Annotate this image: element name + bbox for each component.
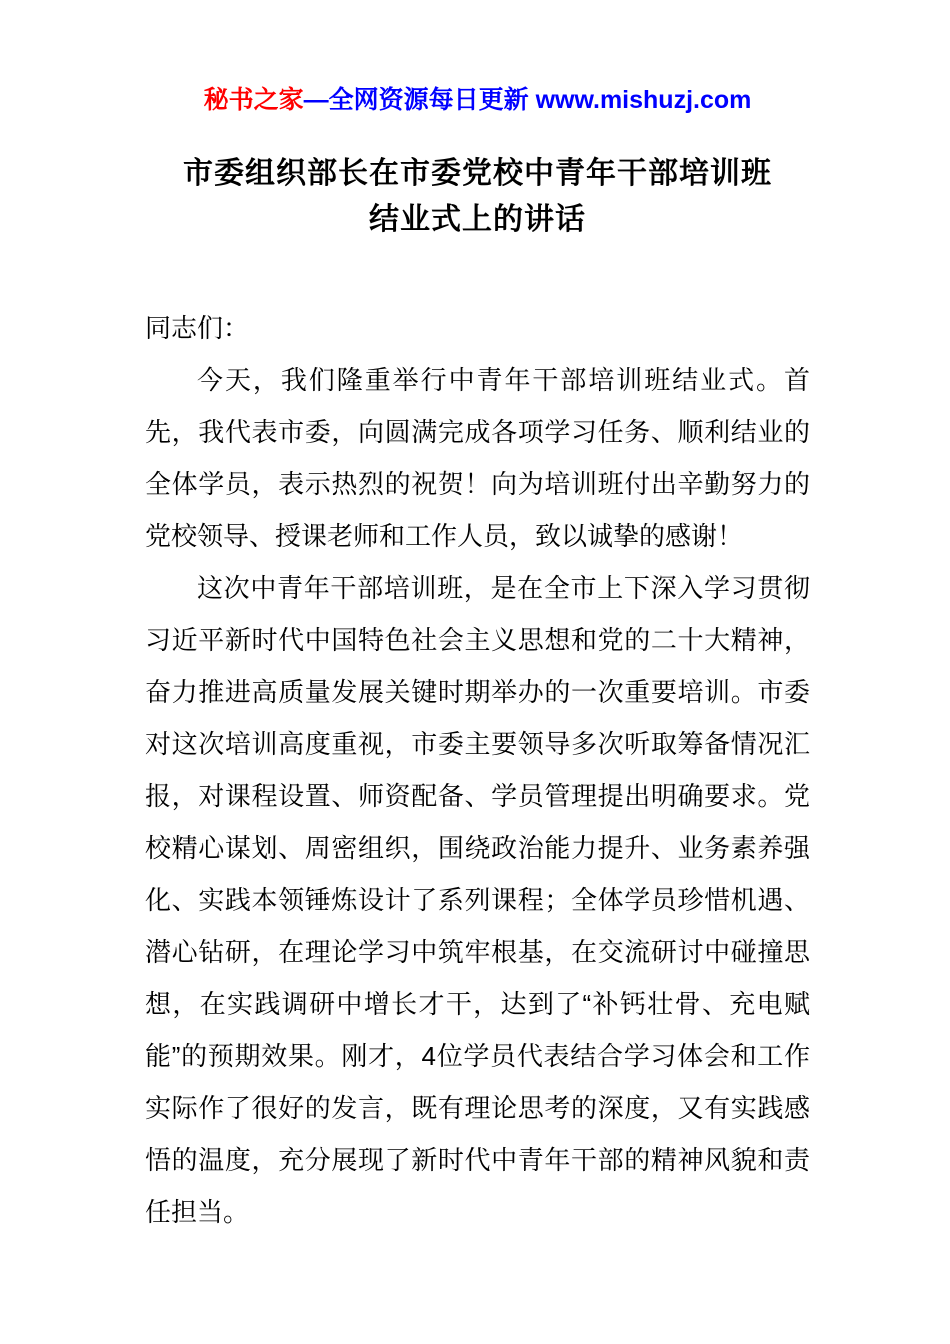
site-brand: 秘书之家 bbox=[203, 86, 304, 114]
site-tagline: —全网资源每日更新 bbox=[303, 86, 536, 114]
paragraph-2: 这次中青年干部培训班，是在全市上下深入学习贯彻习近平新时代中国特色社会主义思想和党的二十大精神，奋力推进高质量发展关键时期举办的一次重要培训。市委对这次培训高度重视，市委主要领导多次听取筹备情况汇报，对课程设置、师资配备、学员管理提出明确要求。党校精心谋划、周密组织，围绕政治能力提升、业务素养强化、实践本领锤炼设计了系列课程；全体学员珍惜机遇、潜心钻研，在理论学习中筑牢根基，在交流研讨中碰撞思想，在实践调研中增长才干，达到了“补钙壮骨、充电赋能”的预期效果。刚才，4位学员代表结合学习体会和工作实际作了很好的发言，既有理论思考的深度，又有实践感悟的温度，充分展现了新时代中青年干部的精神风貌和责任担当。 bbox=[145, 572, 810, 1227]
salutation: 同志们： bbox=[145, 312, 250, 343]
document-title bbox=[145, 151, 810, 244]
document-title-line1: 市委组织部长在市委党校中青年干部培训班 bbox=[183, 156, 772, 190]
document-title-line2: 结业式上的讲话 bbox=[369, 203, 586, 236]
paragraph-1: 今天，我们隆重举行中青年干部培训班结业式。首先，我代表市委，向圆满完成各项学习任务、顺利结业的全体学员，表示热烈的祝贺！向为培训班付出辛勤努力的党校领导、授课老师和工作人员，致以诚挚的感谢！ bbox=[145, 364, 810, 551]
site-header bbox=[145, 84, 810, 117]
site-url: www.mishuzj.com bbox=[535, 86, 752, 114]
document-body bbox=[145, 302, 810, 1238]
